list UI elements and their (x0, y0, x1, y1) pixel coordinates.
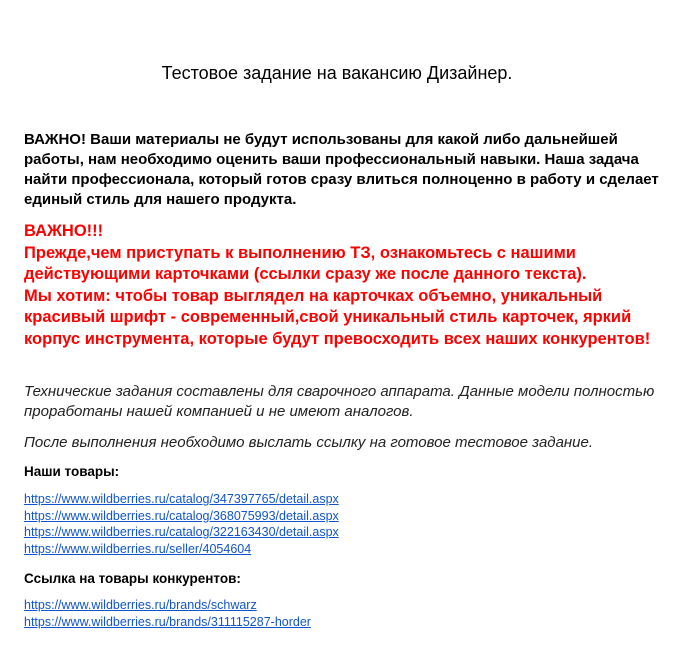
list-item (24, 491, 339, 508)
product-link-3[interactable]: https://www.wildberries.ru/catalog/322163430/detail.aspx (24, 525, 339, 539)
submission-note: После выполнения необходимо выслать ссылку на готовое тестовое задание. (24, 434, 594, 451)
product-link-2[interactable]: https://www.wildberries.ru/catalog/368075993/detail.aspx (24, 508, 339, 523)
seller-link[interactable]: https://www.wildberries.ru/seller/4054604 (24, 541, 252, 556)
page-title: Тестовое задание на вакансию Дизайнер. (161, 63, 513, 83)
competitor-link-2[interactable]: https://www.wildberries.ru/brands/311115287-horder (24, 614, 311, 629)
list-item (24, 541, 339, 558)
list-item (24, 524, 339, 541)
important-warning-line-2: Мы хотим: чтобы товар выглядел на карточках объемно, уникальный красивый шрифт - современный,свой уникальный стиль карточек, яркий корпус инструмента, которые будут превосходить всех наших конкурентов! (24, 286, 651, 348)
competitors-heading: Ссылка на товары конкурентов: (24, 571, 241, 586)
our-products-links (24, 491, 339, 557)
important-note: ВАЖНО! Ваши материалы не будут использованы для какой либо дальнейшей работы, нам необходимо оценить ваши профессиональный навыки. Наша задача найти профессионала, который готов сразу влиться полноценно в работу и сделает единый стиль для нашего продукта. (24, 131, 659, 208)
competitor-link-1[interactable]: https://www.wildberries.ru/brands/schwarz (24, 598, 257, 612)
technical-note: Технические задания составлены для сварочного аппарата. Данные модели полностью проработаны нашей компанией и не имеют аналогов. (24, 383, 655, 420)
list-item (24, 508, 339, 525)
important-warning (24, 221, 664, 350)
product-link-1[interactable]: https://www.wildberries.ru/catalog/347397765/detail.aspx (24, 492, 339, 506)
list-item (24, 597, 311, 614)
competitor-links (24, 597, 311, 630)
important-warning-heading: ВАЖНО!!! (24, 222, 104, 240)
important-warning-line-1: Прежде,чем приступать к выполнению ТЗ, ознакомьтесь с нашими действующими карточками (ссылки сразу же после данного текста). (24, 243, 587, 283)
list-item (24, 614, 311, 631)
our-products-heading: Наши товары: (24, 464, 120, 479)
